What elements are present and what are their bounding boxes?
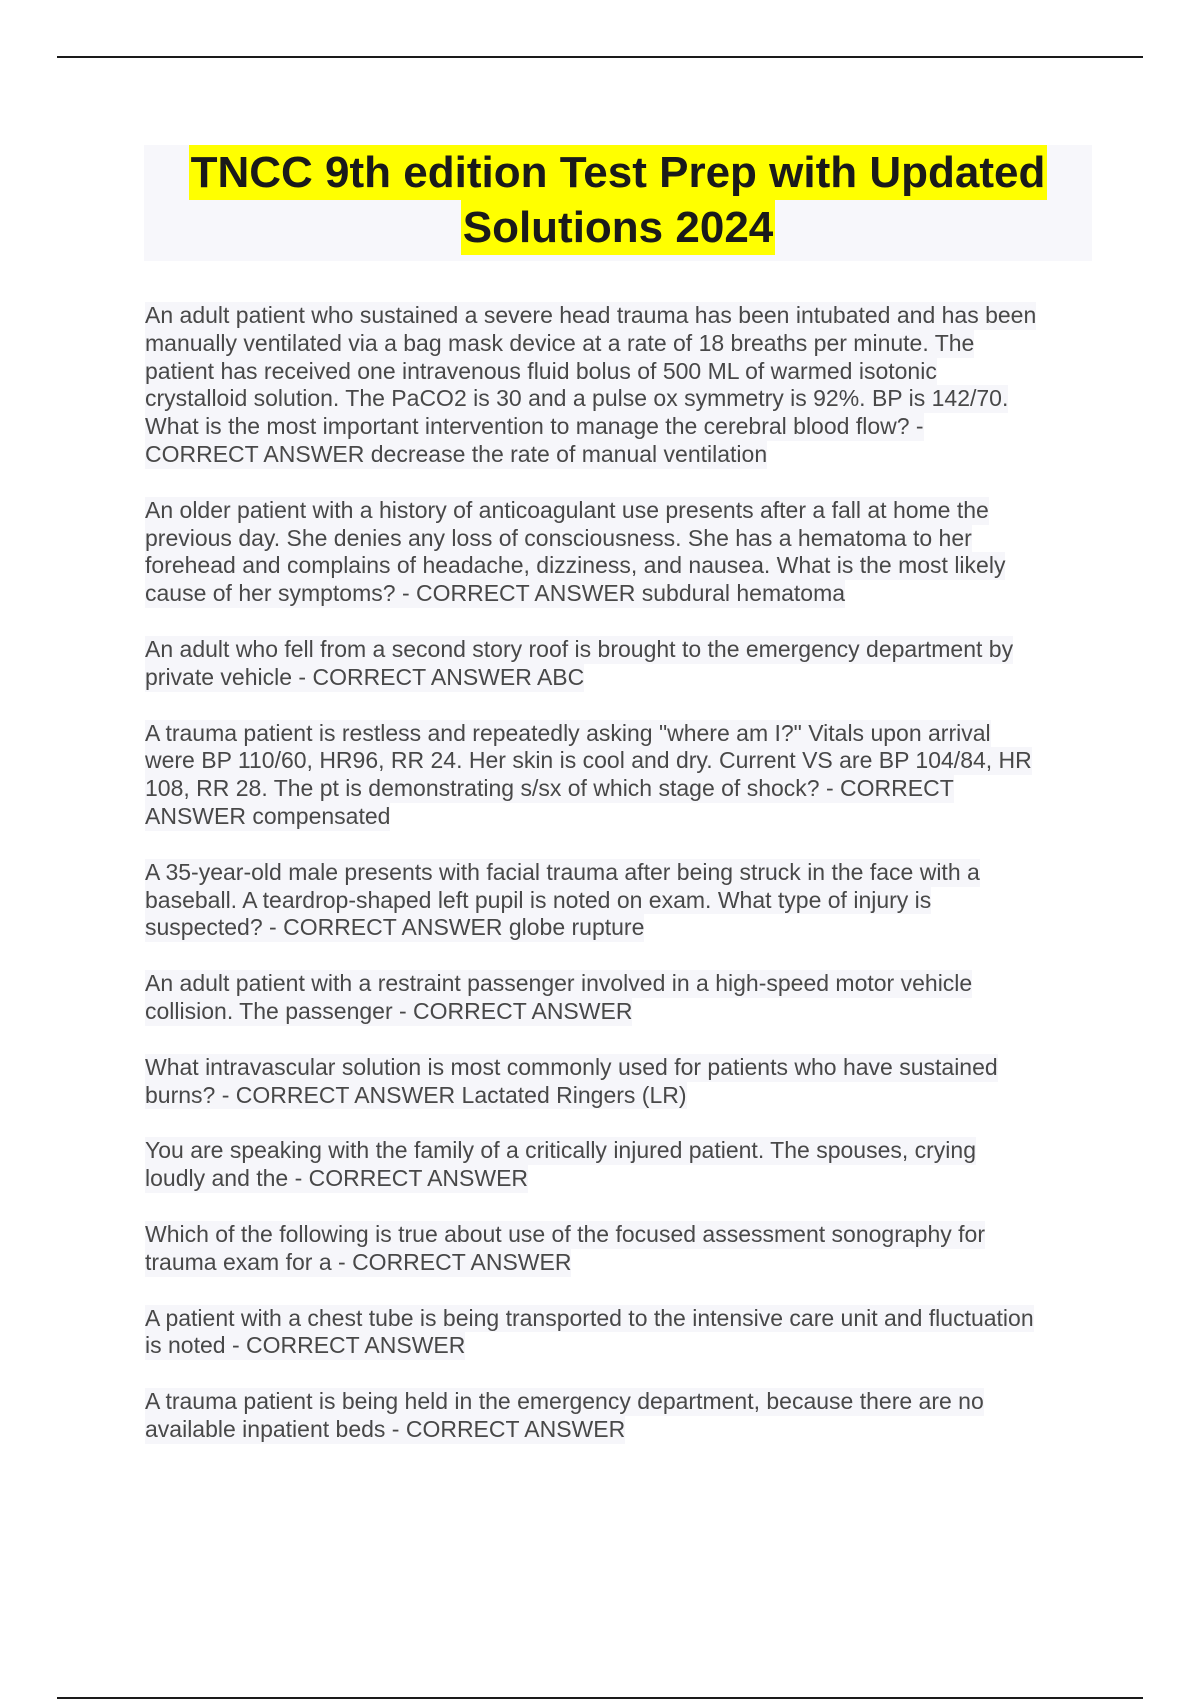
question-text-line: forehead and complains of headache, dizziness, and nausea. What is the most likely [145, 552, 1006, 579]
question-text-line: A 35-year-old male presents with facial trauma after being struck in the face with a [145, 858, 980, 885]
question-text-line: A trauma patient is being held in the emergency department, because there are no [145, 1388, 984, 1415]
question-text-line: suspected? - CORRECT ANSWER globe rupture [145, 914, 645, 941]
document-title [144, 145, 1092, 261]
question-item [145, 720, 1095, 831]
question-text-line: cause of her symptoms? - CORRECT ANSWER subdural hematoma [145, 580, 846, 607]
question-item [145, 636, 1095, 692]
question-text-line: A patient with a chest tube is being transported to the intensive care unit and fluctuation [145, 1304, 1034, 1331]
question-text-line: An older patient with a history of anticoagulant use presents after a fall at home the [145, 496, 989, 523]
question-text-line: trauma exam for a - CORRECT ANSWER [145, 1248, 572, 1275]
title-line-2: Solutions 2024 [461, 200, 776, 255]
question-text-line: Which of the following is true about use of the focused assessment sonography for [145, 1220, 985, 1247]
question-text-line: collision. The passenger - CORRECT ANSWER [145, 997, 633, 1024]
question-item [145, 1221, 1095, 1277]
question-text-line: What is the most important intervention to manage the cerebral blood flow? - [145, 413, 924, 440]
question-item [145, 302, 1095, 469]
question-text-line: A trauma patient is restless and repeatedly asking "where am I?" Vitals upon arrival [145, 719, 991, 746]
question-text-line: available inpatient beds - CORRECT ANSWER [145, 1415, 626, 1442]
question-item [145, 859, 1095, 942]
question-item [145, 1137, 1095, 1193]
question-text-line: previous day. She denies any loss of consciousness. She has a hematoma to her [145, 524, 972, 551]
question-text-line: is noted - CORRECT ANSWER [145, 1332, 466, 1359]
question-text-line: burns? - CORRECT ANSWER Lactated Ringers (LR) [145, 1081, 687, 1108]
question-text-line: ANSWER compensated [145, 802, 391, 829]
question-item [145, 1054, 1095, 1110]
question-text-line: You are speaking with the family of a critically injured patient. The spouses, crying [145, 1137, 976, 1164]
question-text-line: 108, RR 28. The pt is demonstrating s/sx of which stage of shock? - CORRECT [145, 775, 954, 802]
question-text-line: An adult who fell from a second story roof is brought to the emergency department by [145, 635, 1014, 662]
question-item [145, 497, 1095, 608]
bottom-rule [57, 1697, 1143, 1699]
question-text-line: What intravascular solution is most commonly used for patients who have sustained [145, 1053, 998, 1080]
title-line-1: TNCC 9th edition Test Prep with Updated [189, 145, 1048, 200]
question-text-line: An adult patient with a restraint passenger involved in a high-speed motor vehicle [145, 970, 973, 997]
question-text-line: CORRECT ANSWER decrease the rate of manual ventilation [145, 440, 768, 467]
question-text-line: patient has received one intravenous fluid bolus of 500 ML of warmed isotonic [145, 357, 937, 384]
question-text-line: baseball. A teardrop-shaped left pupil is noted on exam. What type of injury is [145, 886, 932, 913]
question-text-line: were BP 110/60, HR96, RR 24. Her skin is cool and dry. Current VS are BP 104/84, HR [145, 747, 1032, 774]
question-text-line: loudly and the - CORRECT ANSWER [145, 1165, 529, 1192]
question-item [145, 1388, 1095, 1444]
question-text-line: An adult patient who sustained a severe head trauma has been intubated and has been [145, 302, 1037, 328]
top-rule [57, 56, 1143, 58]
question-item [145, 970, 1095, 1026]
question-text-line: manually ventilated via a bag mask device at a rate of 18 breaths per minute. The [145, 329, 975, 356]
question-item [145, 1305, 1095, 1361]
question-text-line: private vehicle - CORRECT ANSWER ABC [145, 663, 585, 690]
question-list [145, 302, 1095, 1472]
question-text-line: crystalloid solution. The PaCO2 is 30 and a pulse ox symmetry is 92%. BP is 142/70. [145, 385, 1009, 412]
